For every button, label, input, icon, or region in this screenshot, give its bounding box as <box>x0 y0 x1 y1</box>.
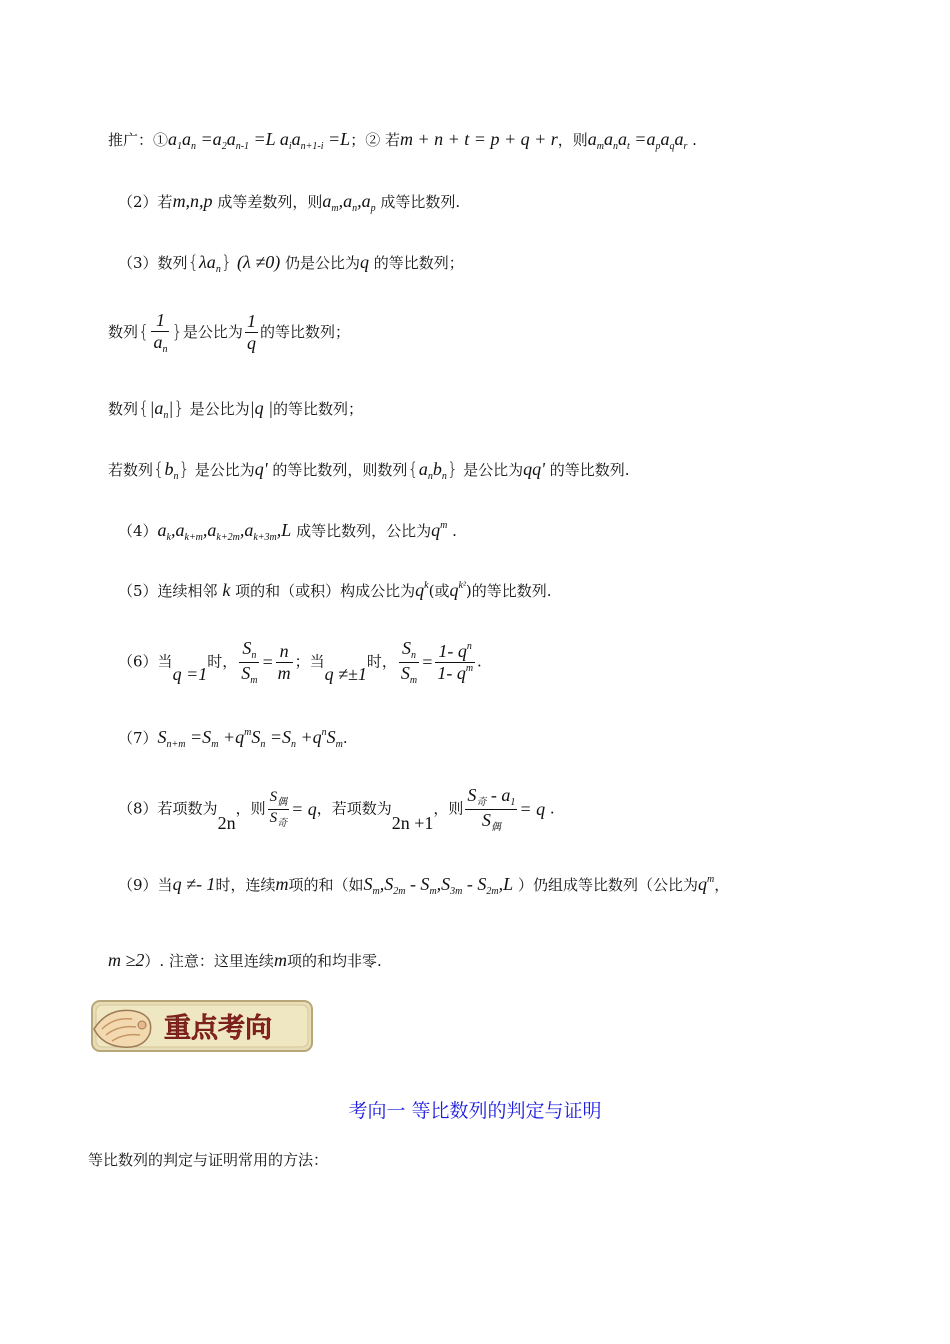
formula: $b_n$ <box>164 459 179 482</box>
item-number: （4） <box>118 522 158 540</box>
item-5 <box>118 581 552 599</box>
item-number: （7） <box>118 729 158 747</box>
fraction-sn-sm-2: $\frac{S_n}{S_m}$ <box>400 638 418 686</box>
formula: $|a_n|$ <box>149 398 174 421</box>
item-number: （6） <box>118 652 158 671</box>
fraction-sn-sm: $\frac{S_n}{S_m}$ <box>241 638 258 686</box>
fraction-even-odd: $\frac{S_偶}{S_奇}$ <box>269 789 288 829</box>
item-text: 成等比数列. <box>380 193 461 211</box>
item-text: 时， <box>366 652 397 671</box>
then-text: 则 <box>572 131 588 149</box>
item-number: （8） <box>118 799 158 818</box>
formula: q ≠±1 <box>324 664 367 684</box>
item-text: ) <box>465 582 472 600</box>
formula: m,n,p <box>172 191 213 211</box>
formula: $S_m,S_{2m} - S_m,S_{3m} - S_{2m},L$ <box>363 874 514 897</box>
comma: ， <box>557 131 573 149</box>
item-text: 是公比为 <box>189 400 250 418</box>
item-text: 成等差数列，则 <box>217 193 323 211</box>
formula: (λ ≠0) <box>237 252 281 272</box>
item-text: 数列 <box>108 323 139 342</box>
item-text: 的等比数列. <box>549 461 630 479</box>
sep-text: ；② <box>350 131 381 149</box>
formula: k <box>222 580 231 600</box>
item-9 <box>118 875 729 897</box>
formula: q ≠- 1 <box>172 874 216 894</box>
formula: $q^k$ <box>415 580 429 600</box>
item-text: 若项数为 <box>157 799 218 818</box>
formula: 2n <box>217 813 236 833</box>
item-number: （5） <box>118 582 158 600</box>
formula: $\lambda a_n$ <box>199 252 221 275</box>
item-text: ，则 <box>235 799 266 818</box>
item-text: ）仍组成等比数列（公比为 <box>517 876 698 894</box>
generalization-line <box>108 130 697 152</box>
item-reciprocal: 数列{ $\frac{1}{a_n}$ }是公比为 $\frac{1}{q}$ 的等比数列； <box>108 310 350 355</box>
fraction-1-over-an: $\frac{1}{a_n}$ <box>153 310 168 355</box>
item-text: 成等比数列，公比为 <box>296 522 432 540</box>
formula: $S_{n+m} =S_m +q^mS_n =S_n +q^nS_m$ <box>157 727 343 750</box>
item-text: 项的和（或积）构成公比为 <box>235 582 416 600</box>
item-number: （9） <box>118 876 158 894</box>
item-text: ；当 <box>294 652 325 671</box>
item-9-continued <box>108 951 382 969</box>
cond-formula: m + n + t = p + q + r <box>400 129 558 149</box>
fraction-1-over-q: $\frac{1}{q}$ <box>246 311 256 354</box>
circled-one: ① <box>153 131 169 149</box>
formula: m <box>275 874 289 894</box>
item-text: 的等比数列； <box>273 400 364 418</box>
section-banner <box>88 995 316 1057</box>
item-product: 若数列$\{b_n\}$ 是公比为q' 的等比数列，则数列$\{a_nb_n\}$ 是公比为qq' 的等比数列. <box>108 459 630 482</box>
period: . <box>452 522 457 540</box>
period: . <box>342 729 348 747</box>
item-text: 时， <box>207 652 238 671</box>
item-text: ， <box>714 876 730 894</box>
item-number: （3） <box>118 254 158 272</box>
item-text: 的等比数列，则数列 <box>272 461 408 479</box>
formula: qq' <box>523 459 545 479</box>
formula: m <box>273 950 287 970</box>
item-text: 数列 <box>157 254 188 272</box>
label-text: 推广： <box>108 131 154 149</box>
item-number: （2） <box>118 193 158 211</box>
formula-product-1: $a_1a_n =a_2a_{n-1} =L$ $a_ia_{n+1-i} =L$ <box>168 129 351 152</box>
item-text: ，若项数为 <box>316 799 392 818</box>
period: . <box>692 131 697 149</box>
item-text: (或 <box>428 582 450 600</box>
item-text: 数列 <box>108 400 139 418</box>
cond-prefix: 若 <box>384 131 400 149</box>
formula: $a_k,a_{k+m},a_{k+2m},a_{k+3m},L$ <box>157 520 292 543</box>
item-text: 的等比数列； <box>373 254 464 272</box>
item-text: 是公比为 <box>182 323 243 342</box>
item-text: 时，连续 <box>215 876 276 894</box>
formula: q =1 <box>172 664 208 684</box>
item-4 <box>118 521 457 543</box>
formula: $q^m$ <box>431 520 448 540</box>
item-text: 当 <box>157 876 173 894</box>
banner-graphic <box>88 995 316 1057</box>
period: . <box>477 652 482 671</box>
item-text: 项的和均非零. <box>286 952 382 970</box>
formula: q' <box>254 459 268 479</box>
fraction-odd-a1-even: $\frac{S_奇 - a_1}{S_偶}$ <box>467 785 516 833</box>
intro-text: 等比数列的判定与证明常用的方法： <box>88 1151 329 1169</box>
item-text: 的等比数列. <box>471 582 552 600</box>
item-8: （8）若项数为2n，则 $\frac{S_偶}{S_奇}$ = q，若项数为2n +1，则 $\frac{S_奇 - a_1}{S_偶}$ = q . <box>118 785 555 833</box>
item-2 <box>118 192 460 214</box>
item-abs: 数列$\{|a_n|\}$ 是公比为|q |的等比数列； <box>108 398 364 421</box>
formula: = q <box>291 799 317 819</box>
banner-title: 重点考向 <box>164 1013 272 1044</box>
formula: $a_m,a_n,a_p$ <box>322 191 376 214</box>
item-text: 若 <box>157 193 173 211</box>
period: . <box>549 799 555 818</box>
item-text: 项的和（如 <box>288 876 364 894</box>
formula: $q^{k^2}$ <box>449 580 466 600</box>
formula: $a_nb_n$ <box>418 459 447 482</box>
section-heading: 考向一 等比数列的判定与证明 <box>348 1100 602 1122</box>
item-7 <box>118 728 348 750</box>
item-text: 的等比数列； <box>259 323 350 342</box>
item-text: 连续相邻 <box>157 582 218 600</box>
item-text: 是公比为 <box>463 461 524 479</box>
item-text: ，则 <box>433 799 464 818</box>
item-6: （6）当q =1时， $\frac{S_n}{S_m}$ = $\frac{n}{m}$ ；当q ≠±1时， $\frac{S_n}{S_m}$ = $\frac{1- q^n}{1- q^m}$ . <box>118 638 482 686</box>
item-3: （3）数列$\{\lambda a_n\}$ (λ ≠0) 仍是公比为q 的等比数列； <box>118 252 464 275</box>
formula-product-2: $a_ma_na_t =a_pa_qa_r$ <box>587 129 688 152</box>
item-text: 是公比为 <box>194 461 255 479</box>
item-text: ）. 注意：这里连续 <box>144 952 274 970</box>
formula: $q^m$ <box>697 874 715 894</box>
fraction-q-power: $\frac{1- q^n}{1- q^m}$ <box>437 640 474 683</box>
item-text: 仍是公比为 <box>285 254 361 272</box>
formula: 2n +1 <box>391 813 434 833</box>
formula: |q | <box>249 398 274 418</box>
item-text: 若数列 <box>108 461 154 479</box>
fraction-n-m: $\frac{n}{m}$ <box>277 640 291 683</box>
formula: m ≥2 <box>108 950 145 970</box>
formula: q <box>360 252 370 272</box>
item-text: 当 <box>157 652 173 671</box>
